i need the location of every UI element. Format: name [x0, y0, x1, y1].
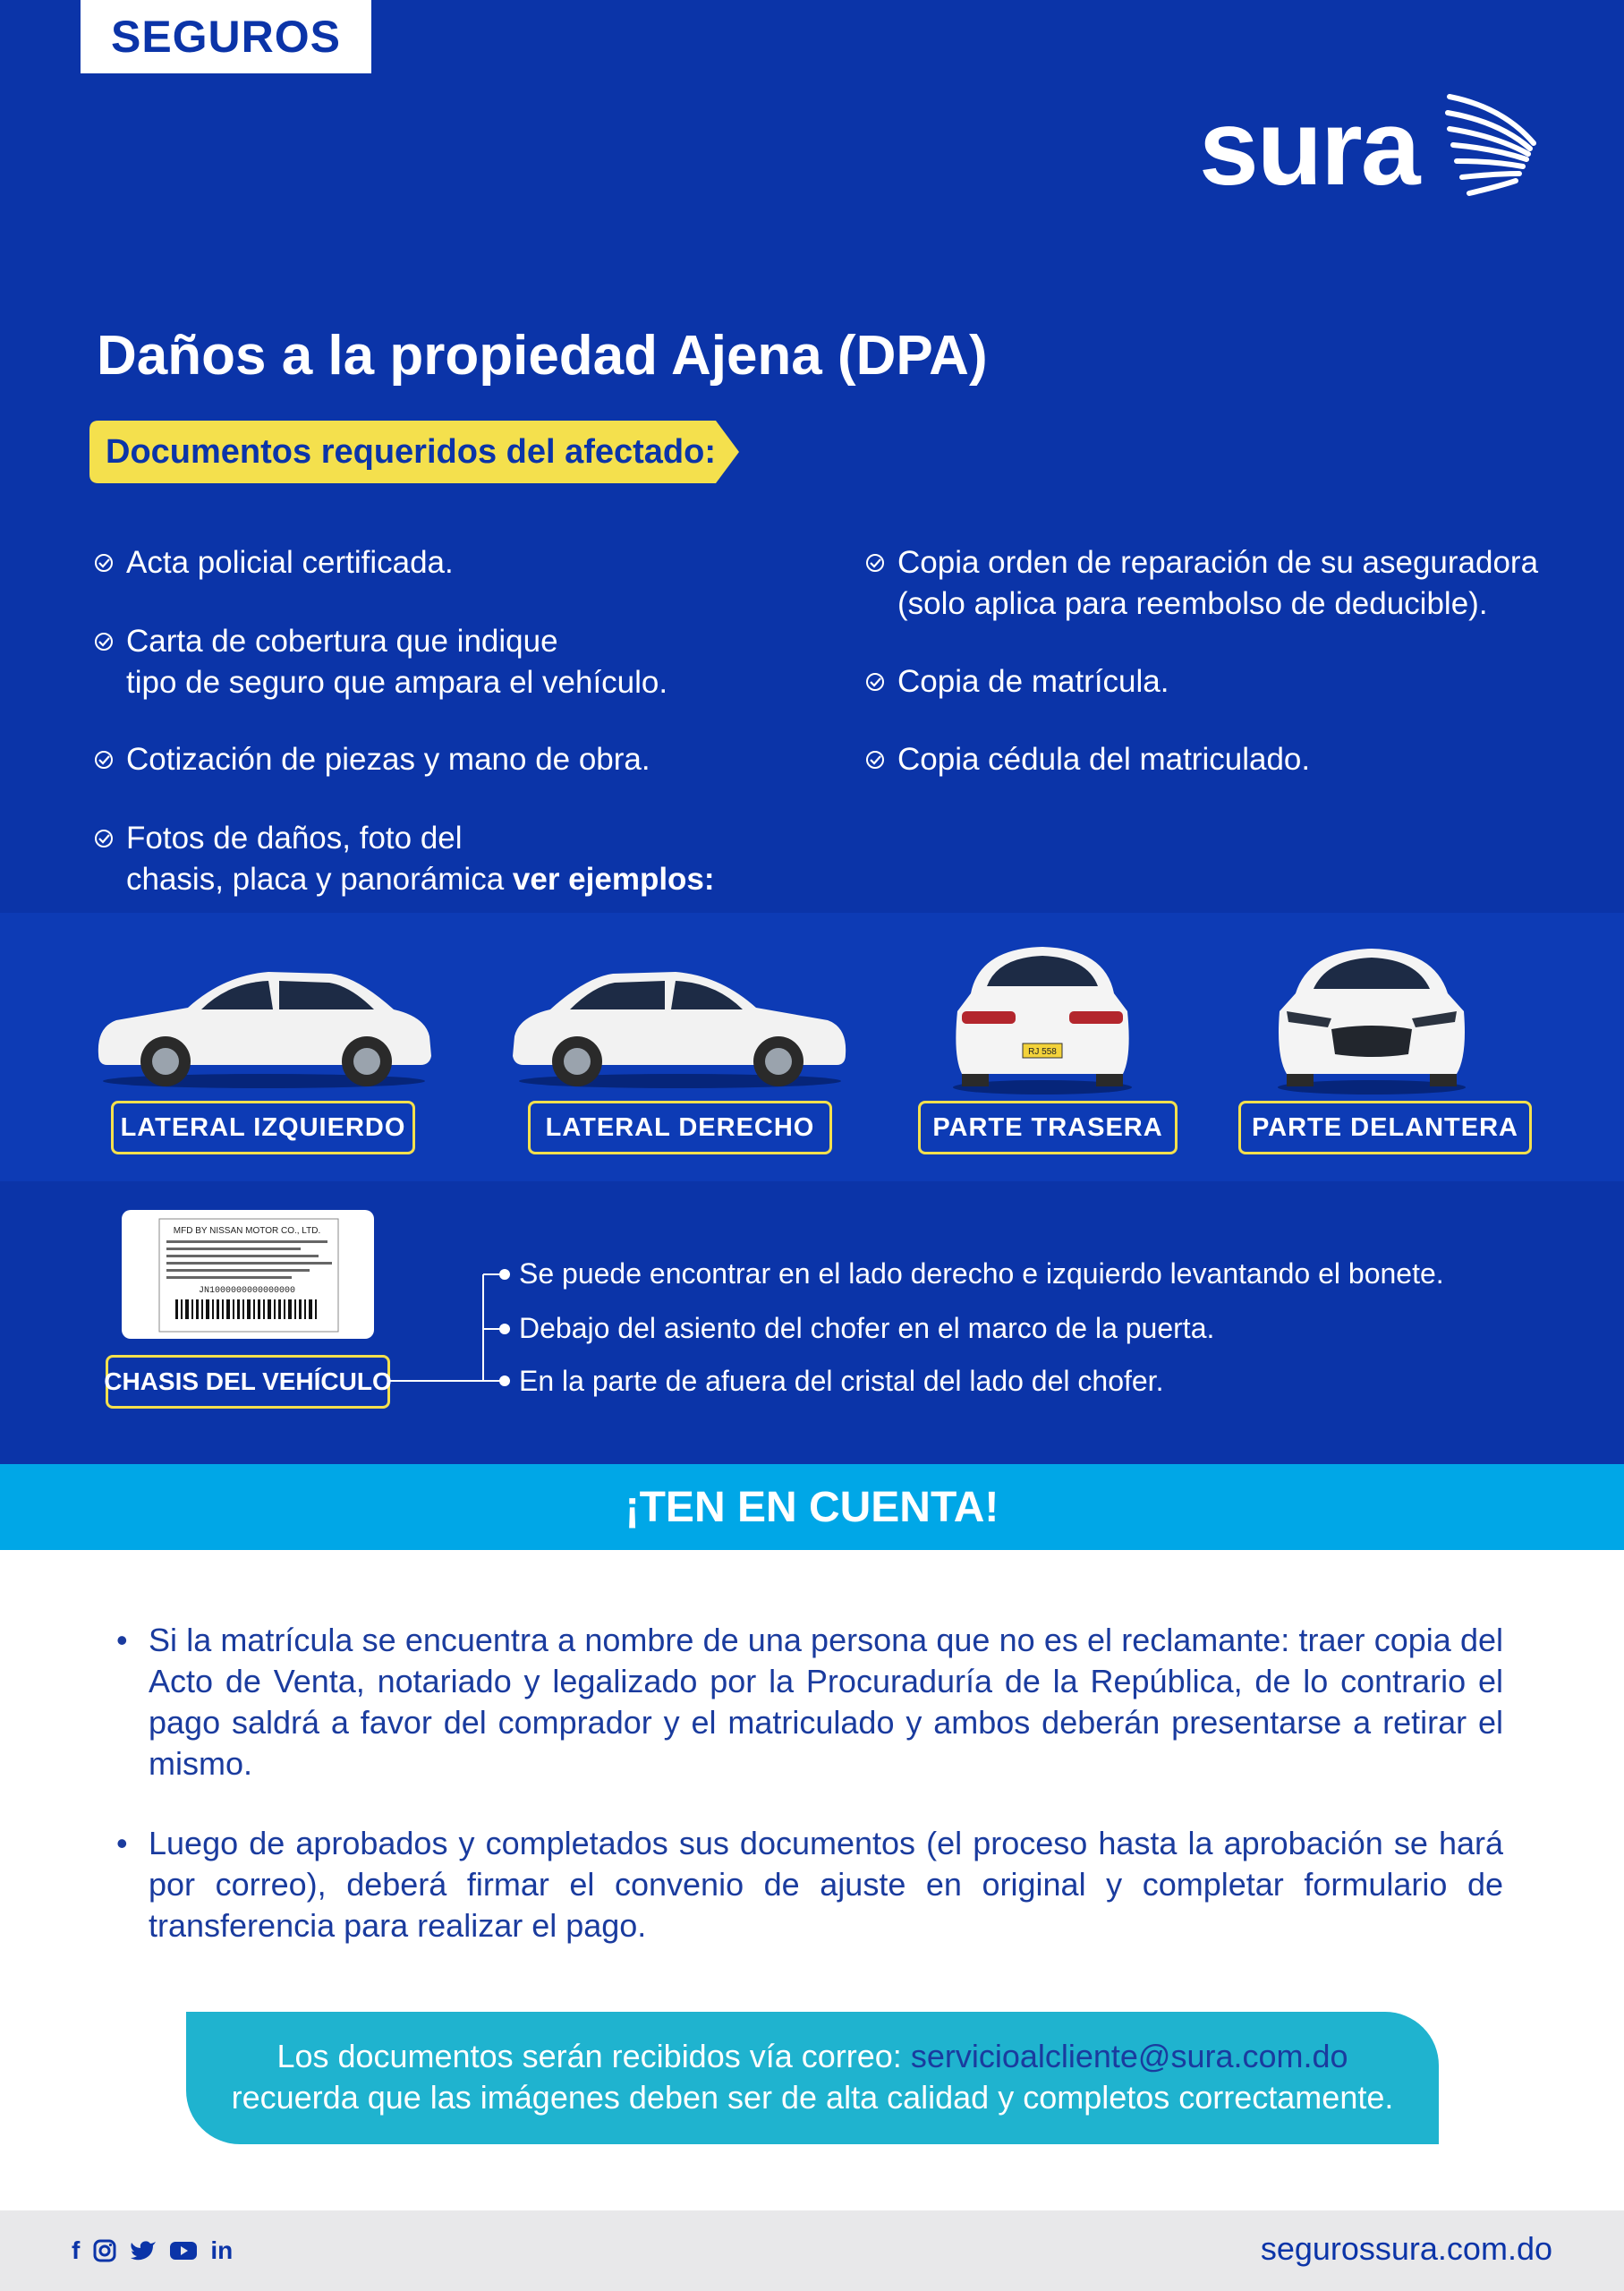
- check-icon: [94, 632, 114, 652]
- instagram-icon[interactable]: [92, 2237, 117, 2264]
- ver-ejemplos-text: ver ejemplos:: [512, 862, 715, 897]
- website-link[interactable]: segurossura.com.do: [1260, 2230, 1552, 2267]
- label-lateral-derecho: LATERAL DERECHO: [528, 1101, 832, 1154]
- email-line-1: [186, 2036, 1439, 2077]
- bullet: •: [116, 1622, 128, 1658]
- req-text: Copia cédula del matriculado.: [897, 742, 1311, 777]
- req-item-cedula: [865, 739, 1310, 780]
- facebook-icon[interactable]: f: [72, 2236, 81, 2264]
- social-icons: [72, 2237, 233, 2264]
- chasis-sticker: [122, 1210, 374, 1339]
- label-chasis: CHASIS DEL VEHÍCULO: [106, 1355, 390, 1409]
- email-link[interactable]: servicioalcliente@sura.com.do: [910, 2038, 1348, 2074]
- youtube-icon[interactable]: [169, 2237, 198, 2264]
- req-item-cotizacion: [94, 739, 650, 780]
- check-icon: [865, 553, 885, 573]
- subtitle-text: Documentos requeridos del afectado:: [106, 433, 717, 471]
- req-item-carta: [94, 621, 667, 703]
- req-item-orden: [865, 542, 1538, 625]
- linkedin-icon[interactable]: in: [210, 2236, 234, 2264]
- req-item-acta: [94, 542, 454, 583]
- req-text: Cotización de piezas y mano de obra.: [126, 742, 650, 777]
- check-icon: [865, 750, 885, 770]
- sura-logo: [1199, 89, 1539, 206]
- notice-item-text: Si la matrícula se encuentra a nombre de una persona que no es el reclamante: traer copia del Acto de Venta, notariado y legalizado por la Procuraduría de la República, de lo contrario el pago saldrá a favor del comprador y el matriculado y ambos deberán presentarse a retirar el mismo.: [149, 1622, 1503, 1782]
- label-parte-delantera: PARTE DELANTERA: [1238, 1101, 1532, 1154]
- req-text: Acta policial certificada.: [126, 545, 454, 580]
- car-front-image: [1269, 940, 1475, 1096]
- check-icon: [94, 829, 114, 848]
- sticker-title: MFD BY NISSAN MOTOR CO., LTD.: [173, 1226, 321, 1236]
- req-text: Carta de cobertura que indique: [126, 624, 558, 659]
- req-text-line2: tipo de seguro que ampara el vehículo.: [126, 665, 668, 700]
- sticker-vin: JN1000000000000000: [198, 1286, 296, 1296]
- req-item-fotos: [94, 818, 715, 900]
- req-text: Fotos de daños, foto del: [126, 821, 463, 856]
- req-text: Copia de matrícula.: [897, 664, 1169, 699]
- check-icon: [94, 750, 114, 770]
- footer: [0, 2210, 1624, 2291]
- email-line-2: recuerda que las imágenes deben ser de alta calidad y completos correctamente.: [231, 2079, 1394, 2116]
- plate-text: RJ 558: [1028, 1047, 1057, 1057]
- page-title: Daños a la propiedad Ajena (DPA): [97, 325, 988, 387]
- chasis-sticker-image: [122, 1210, 374, 1339]
- car-left-side-image: [89, 956, 438, 1090]
- req-text-line2: [94, 859, 715, 900]
- chasis-location-item: Debajo del asiento del chofer en el marco de la puerta.: [519, 1312, 1215, 1344]
- check-icon: [94, 553, 114, 573]
- label-lateral-izquierdo: LATERAL IZQUIERDO: [111, 1101, 415, 1154]
- subtitle-ribbon: [89, 421, 739, 483]
- notice-title-bar: ¡TEN EN CUENTA!: [0, 1464, 1624, 1550]
- req-item-matricula: [865, 661, 1169, 703]
- wing-icon: [1441, 89, 1539, 206]
- car-rear-image: [944, 940, 1141, 1096]
- req-text: Copia orden de reparación de su aseguradora: [897, 545, 1539, 580]
- chasis-location-item: En la parte de afuera del cristal del lado del chofer.: [519, 1365, 1164, 1397]
- bullet: •: [116, 1825, 128, 1861]
- req-text-line2-regular: chasis, placa y panorámica: [126, 862, 513, 897]
- notice-item-text: Luego de aprobados y completados sus documentos (el proceso hasta la aprobación se hará por correo), deberá firmar el convenio de ajuste en original y completar formulario de transferencia para realizar el pago.: [149, 1825, 1503, 1944]
- seguros-tab: SEGUROS: [81, 0, 371, 73]
- car-right-side-image: [506, 956, 855, 1090]
- label-parte-trasera: PARTE TRASERA: [918, 1101, 1178, 1154]
- req-text-line2: (solo aplica para reembolso de deducible).: [897, 586, 1488, 621]
- notice-item: [116, 1823, 1503, 1946]
- logo-text: sura: [1199, 88, 1419, 208]
- check-icon: [865, 672, 885, 692]
- twitter-icon[interactable]: [130, 2237, 157, 2264]
- chasis-location-item: Se puede encontrar en el lado derecho e izquierdo levantando el bonete.: [519, 1257, 1444, 1290]
- email-prefix-text: Los documentos serán recibidos vía correo:: [276, 2038, 911, 2074]
- notice-item: [116, 1620, 1503, 1784]
- email-info-box: [186, 2012, 1439, 2144]
